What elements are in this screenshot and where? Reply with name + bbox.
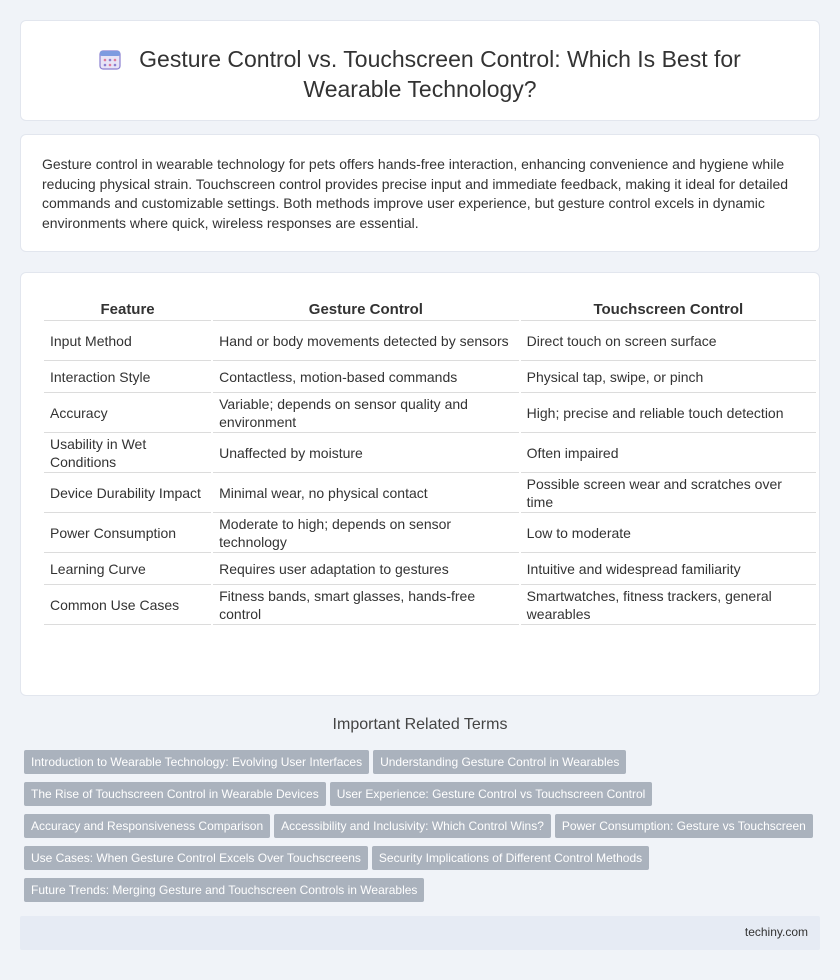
table-cell: Minimal wear, no physical contact — [213, 473, 519, 513]
title-card — [20, 20, 820, 121]
table-cell: Usability in Wet Conditions — [44, 433, 211, 473]
table-cell: Input Method — [44, 321, 211, 361]
table-cell: Device Durability Impact — [44, 473, 211, 513]
related-term-tag[interactable]: Future Trends: Merging Gesture and Touchscreen Controls in Wearables — [24, 878, 424, 902]
table-cell: Power Consumption — [44, 513, 211, 553]
table-row — [44, 321, 816, 361]
table-cell: Requires user adaptation to gestures — [213, 553, 519, 585]
table-cell: Physical tap, swipe, or pinch — [521, 361, 816, 393]
related-term-tag[interactable]: Accessibility and Inclusivity: Which Control Wins? — [274, 814, 551, 838]
table-row — [44, 393, 816, 433]
comparison-table — [42, 297, 818, 625]
table-cell: Interaction Style — [44, 361, 211, 393]
related-term-tag[interactable]: User Experience: Gesture Control vs Touchscreen Control — [330, 782, 653, 806]
footer — [20, 916, 820, 950]
table-cell: Unaffected by moisture — [213, 433, 519, 473]
intro-paragraph: Gesture control in wearable technology for pets offers hands-free interaction, enhancing convenience and hygiene while reducing physical strain. Touchscreen control provides precise input and immediate feedback, making it ideal for detailed commands and customizable settings. Both methods improve user experience, but gesture control excels in dynamic environments where quick, wireless responses are essential. — [42, 156, 789, 231]
related-term-tag[interactable]: Security Implications of Different Control Methods — [372, 846, 649, 870]
table-row — [44, 433, 816, 473]
table-cell: Possible screen wear and scratches over time — [521, 473, 816, 513]
table-cell: Common Use Cases — [44, 585, 211, 625]
related-term-tag[interactable]: Power Consumption: Gesture vs Touchscreen — [555, 814, 813, 838]
page-title — [21, 44, 819, 104]
related-term-tag[interactable]: Accuracy and Responsiveness Comparison — [24, 814, 270, 838]
table-cell: Learning Curve — [44, 553, 211, 585]
table-cell: Fitness bands, smart glasses, hands-free control — [213, 585, 519, 625]
table-cell: High; precise and reliable touch detection — [521, 393, 816, 433]
header-gesture-control: Gesture Control — [213, 297, 519, 321]
header-touchscreen-control: Touchscreen Control — [521, 297, 816, 321]
page-title-text: Gesture Control vs. Touchscreen Control: Which Is Best for Wearable Technology? — [139, 46, 741, 102]
table-cell: Often impaired — [521, 433, 816, 473]
table-cell: Contactless, motion-based commands — [213, 361, 519, 393]
related-term-tag[interactable]: The Rise of Touchscreen Control in Wearable Devices — [24, 782, 326, 806]
table-row — [44, 361, 816, 393]
footer-site-link[interactable]: techiny.com — [744, 925, 808, 939]
table-cell: Moderate to high; depends on sensor technology — [213, 513, 519, 553]
table-cell: Intuitive and widespread familiarity — [521, 553, 816, 585]
table-header-row — [44, 297, 816, 321]
table-row — [44, 473, 816, 513]
related-term-tag[interactable]: Use Cases: When Gesture Control Excels Over Touchscreens — [24, 846, 368, 870]
related-terms-title: Important Related Terms — [332, 716, 508, 733]
table-row — [44, 513, 816, 553]
related-term-tag[interactable]: Understanding Gesture Control in Wearables — [373, 750, 626, 774]
table-row — [44, 585, 816, 625]
table-row — [44, 553, 816, 585]
table-cell: Direct touch on screen surface — [521, 321, 816, 361]
related-terms-list — [24, 750, 824, 910]
table-cell: Smartwatches, fitness trackers, general wearables — [521, 585, 816, 625]
table-cell: Low to moderate — [521, 513, 816, 553]
comparison-table-card — [20, 272, 820, 696]
table-cell: Hand or body movements detected by sensors — [213, 321, 519, 361]
intro-card — [20, 134, 820, 252]
table-cell: Accuracy — [44, 393, 211, 433]
header-feature: Feature — [44, 297, 211, 321]
table-cell: Variable; depends on sensor quality and environment — [213, 393, 519, 433]
calendar-grid-icon — [99, 48, 121, 70]
related-term-tag[interactable]: Introduction to Wearable Technology: Evolving User Interfaces — [24, 750, 369, 774]
